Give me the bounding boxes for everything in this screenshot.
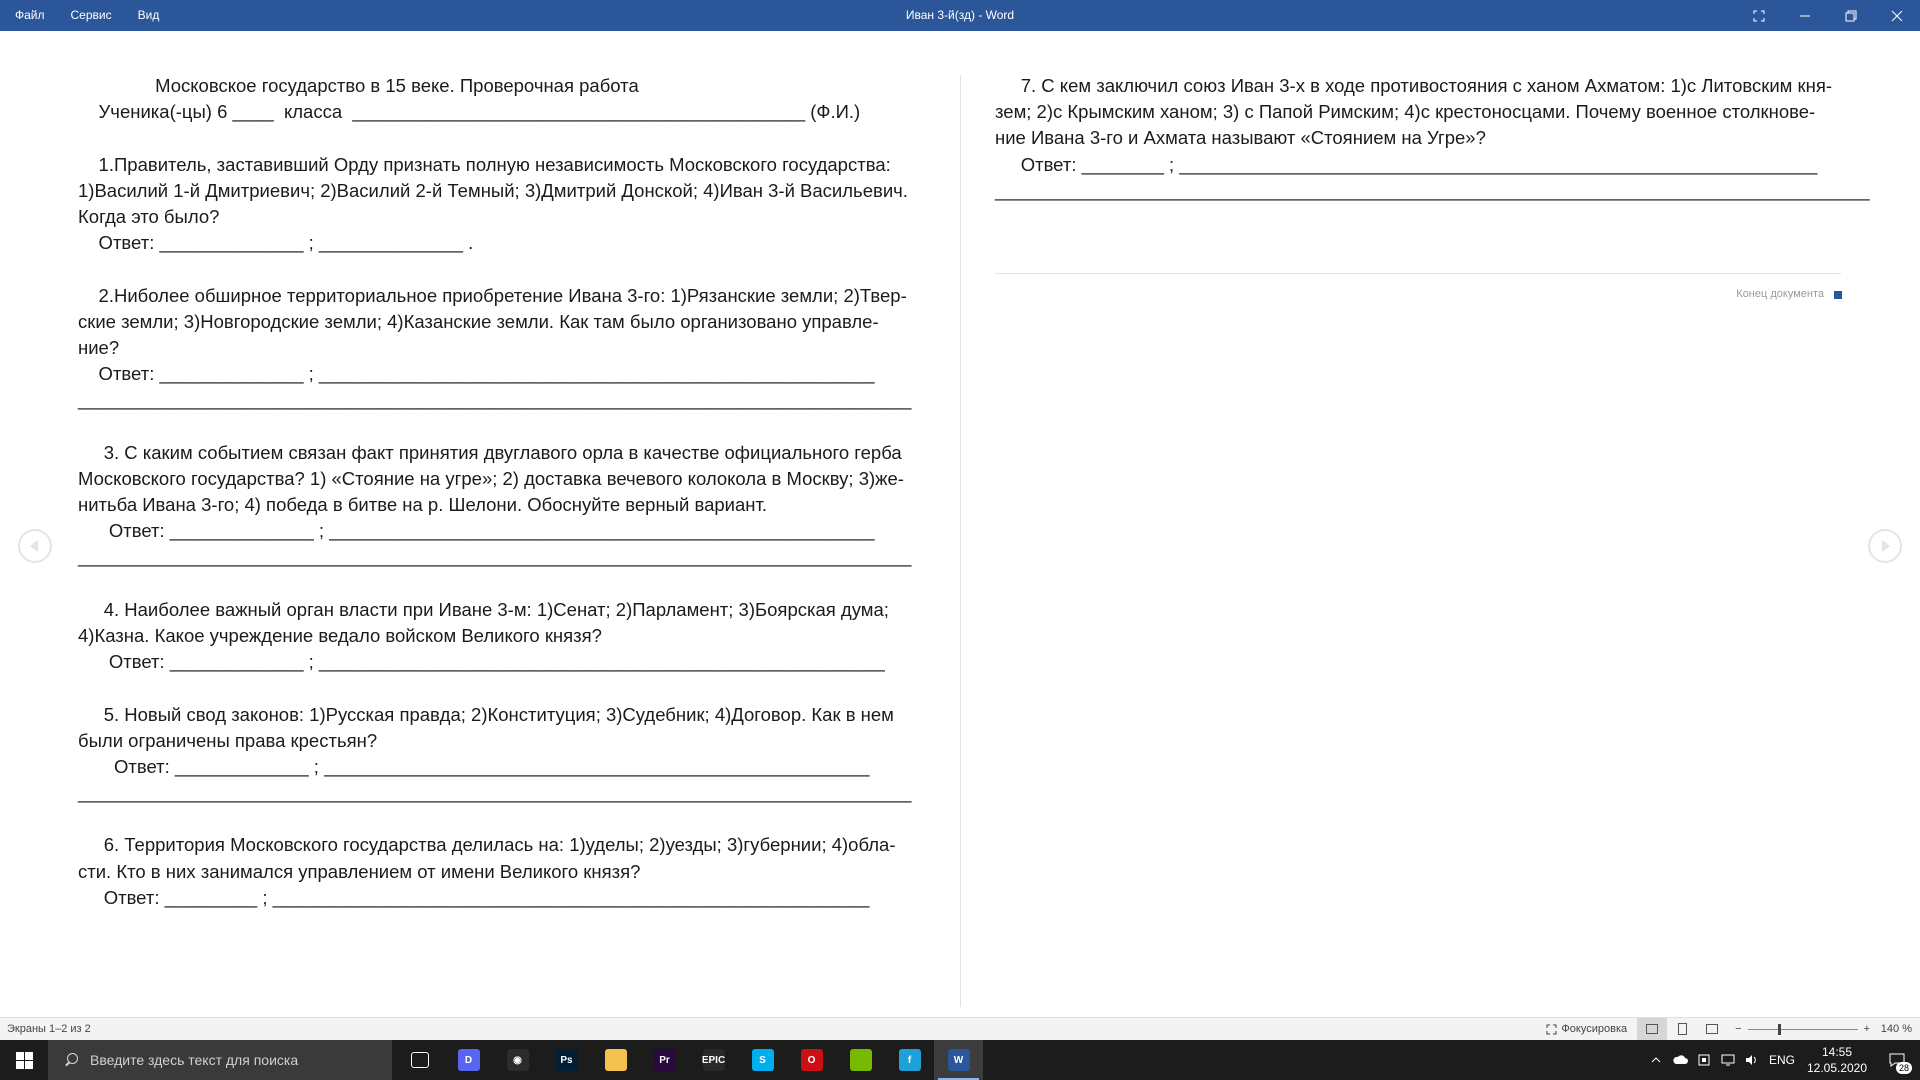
security-icon[interactable] [1692, 1040, 1716, 1080]
zoom-slider[interactable] [1748, 1029, 1858, 1030]
taskbar-app-task-view[interactable] [395, 1040, 444, 1080]
nvidia-icon [850, 1049, 872, 1071]
menu-bar [0, 0, 172, 31]
reading-view [0, 31, 1920, 1017]
menu-view[interactable]: Вид [137, 8, 160, 22]
arrow-right-icon [1882, 540, 1890, 552]
text-line: нитьба Ивана 3-го; 4) победа в битве на р. Шелони. Обоснуйте верный вариант. [78, 494, 768, 515]
blank-line [78, 413, 920, 439]
text-line: Ответ: _________ ; __________________________________________________________ [78, 886, 870, 908]
taskbar-app-nvidia[interactable] [836, 1040, 885, 1080]
text-line: ские земли; 3)Новгородские земли; 4)Казанские земли. Как там было организовано управле- [78, 310, 879, 332]
text-line: Когда это было? [78, 205, 220, 227]
focus-label: Фокусировка [1561, 1023, 1628, 1035]
search-placeholder: Введите здесь текст для поиска [90, 1052, 299, 1068]
taskbar-app-premiere[interactable] [640, 1040, 689, 1080]
text-line: Ответ: ______________ ; ______________ . [78, 232, 474, 254]
blank-line [78, 256, 920, 282]
app-f-icon: f [899, 1049, 921, 1071]
taskbar-app-file-explorer[interactable] [591, 1040, 640, 1080]
text-line: ние Ивана 3-го и Ахмата называют «Стоянием на Угре»? [995, 127, 1486, 149]
status-bar [0, 1017, 1920, 1040]
text-line: Московского государства? 1) «Стояние на угре»; 2) доставка вечевого колокола в Москву; 3)же- [78, 467, 904, 489]
text-line: Ответ: _____________ ; _____________________________________________________ [78, 755, 870, 777]
book-icon [1646, 1024, 1658, 1034]
taskbar-app-discord[interactable] [444, 1040, 493, 1080]
text-line: 5. Новый свод законов: 1)Русская правда; 2)Конституция; 3)Судебник; 4)Договор. Как в нем [78, 703, 894, 725]
text-line: ние? [78, 336, 120, 358]
word-icon: W [948, 1049, 970, 1071]
taskbar-app-word[interactable] [934, 1040, 983, 1080]
text-line: Ученика(-цы) 6 ____ класса ____________________________________________ (Ф.И.) [78, 101, 861, 123]
search-icon [64, 1053, 78, 1067]
system-tray [1644, 1040, 1920, 1080]
fullscreen-icon [1753, 10, 1765, 22]
taskbar-app-opera[interactable] [787, 1040, 836, 1080]
zoom-control [1727, 1023, 1878, 1035]
photoshop-icon: Ps [556, 1049, 578, 1071]
text-line: _________________________________________________________________________________ [78, 782, 912, 804]
clock[interactable] [1800, 1044, 1874, 1076]
web-layout-button[interactable] [1697, 1018, 1727, 1040]
document-title: Иван 3-й(зд) - Word [905, 8, 1015, 22]
text-line: Ответ: ______________ ; ______________________________________________________ [78, 363, 875, 385]
taskbar-app-epic-games[interactable] [689, 1040, 738, 1080]
zoom-level[interactable]: 140 % [1880, 1023, 1912, 1035]
text-line: Московское государство в 15 веке. Проверочная работа [78, 75, 639, 96]
web-icon [1706, 1024, 1718, 1034]
page-icon [1678, 1023, 1687, 1035]
text-line: Ответ: ________ ; ______________________________________________________________ [995, 153, 1818, 175]
language-indicator[interactable]: ENG [1768, 1053, 1795, 1067]
taskbar-search[interactable] [48, 1040, 392, 1080]
action-center-button[interactable] [1874, 1040, 1920, 1080]
end-of-document-label: Конец документа [1736, 288, 1824, 300]
zoom-thumb[interactable] [1778, 1024, 1781, 1035]
volume-icon[interactable] [1740, 1040, 1764, 1080]
next-page-button[interactable] [1868, 529, 1902, 563]
blank-line [78, 125, 920, 151]
cloud-icon[interactable] [1668, 1040, 1692, 1080]
text-line: были ограничены права крестьян? [78, 729, 378, 751]
zoom-out-button[interactable]: − [1735, 1023, 1742, 1035]
taskbar-app-photoshop[interactable] [542, 1040, 591, 1080]
clock-time: 14:55 [1821, 1045, 1853, 1059]
skype-icon: S [752, 1049, 774, 1071]
network-icon[interactable] [1716, 1040, 1740, 1080]
file-explorer-icon [605, 1049, 627, 1071]
obs-icon: ◉ [507, 1049, 529, 1071]
print-layout-button[interactable] [1667, 1018, 1697, 1040]
premiere-icon: Pr [654, 1049, 676, 1071]
focus-button[interactable] [1536, 1023, 1637, 1035]
previous-page-button[interactable] [18, 529, 52, 563]
end-of-document-rule [995, 273, 1841, 274]
text-line: _________________________________________________________________________________ [78, 546, 912, 568]
screen-counter: Экраны 1–2 из 2 [7, 1023, 91, 1035]
text-line: 1.Правитель, заставивший Орду признать полную независимость Московского государства: [78, 153, 891, 175]
focus-icon [1546, 1024, 1557, 1035]
text-line: Ответ: _____________ ; _______________________________________________________ [78, 651, 885, 673]
chevron-up-icon[interactable] [1644, 1040, 1668, 1080]
taskbar [0, 1040, 1920, 1080]
taskbar-app-skype[interactable] [738, 1040, 787, 1080]
taskbar-app-obs[interactable] [493, 1040, 542, 1080]
blank-line [78, 675, 920, 701]
minimize-icon [1799, 10, 1811, 22]
epic-games-icon: EPIC [703, 1049, 725, 1071]
window-controls [1736, 0, 1920, 31]
text-line: 7. С кем заключил союз Иван 3-х в ходе противостояния с ханом Ахматом: 1)с Литовским кня- [995, 75, 1832, 96]
taskbar-app-app-f[interactable] [885, 1040, 934, 1080]
text-line: 4. Наиболее важный орган власти при Иване 3-м: 1)Сенат; 2)Парламент; 3)Боярская дума; [78, 598, 889, 620]
discord-icon: D [458, 1049, 480, 1071]
page-left [78, 73, 920, 911]
text-line: _________________________________________________________________________________ [78, 389, 912, 411]
task-view-icon [411, 1052, 429, 1068]
arrow-left-icon [30, 540, 38, 552]
zoom-in-button[interactable]: + [1863, 1023, 1870, 1035]
taskbar-apps [395, 1040, 983, 1080]
page-right [995, 73, 1870, 204]
text-line: сти. Кто в них занимался управлением от имени Великого князя? [78, 860, 641, 882]
opera-icon: O [801, 1049, 823, 1071]
start-button[interactable] [0, 1040, 48, 1080]
end-marker-icon [1834, 291, 1842, 299]
menu-tools[interactable]: Сервис [70, 8, 112, 22]
text-line: Ответ: ______________ ; _____________________________________________________ [78, 520, 875, 542]
minimize-button[interactable] [1782, 0, 1828, 31]
restore-icon [1845, 10, 1857, 22]
restore-button[interactable] [1828, 0, 1874, 31]
fullscreen-button[interactable] [1736, 0, 1782, 31]
text-line: 3. С каким событием связан факт принятия двуглавого орла в качестве официального герба [78, 441, 902, 463]
text-line: зем; 2)с Крымским ханом; 3) с Папой Римским; 4)с крестоносцами. Почему военное столкнове- [995, 101, 1816, 123]
blank-line [78, 571, 920, 597]
menu-file[interactable]: Файл [15, 8, 45, 22]
text-line: _____________________________________________________________________________________ [995, 179, 1870, 201]
close-icon [1891, 10, 1903, 22]
blank-line [78, 806, 920, 832]
clock-date: 12.05.2020 [1806, 1061, 1868, 1075]
windows-icon [16, 1052, 33, 1069]
text-line: 1)Василий 1-й Дмитриевич; 2)Василий 2-й Темный; 3)Дмитрий Донской; 4)Иван 3-й Васильевич. [78, 179, 908, 201]
text-line: 4)Казна. Какое учреждение ведало войском Великого князя? [78, 624, 602, 646]
column-divider [960, 75, 961, 1007]
title-bar [0, 0, 1920, 31]
text-line: 2.Ниболее обширное территориальное приобретение Ивана 3-го: 1)Рязанские земли; 2)Твер- [78, 284, 907, 306]
notification-count: 28 [1896, 1062, 1912, 1074]
close-button[interactable] [1874, 0, 1920, 31]
text-line: 6. Территория Московского государства делилась на: 1)уделы; 2)уезды; 3)губернии; 4)обла- [78, 834, 896, 856]
read-mode-button[interactable] [1637, 1018, 1667, 1040]
